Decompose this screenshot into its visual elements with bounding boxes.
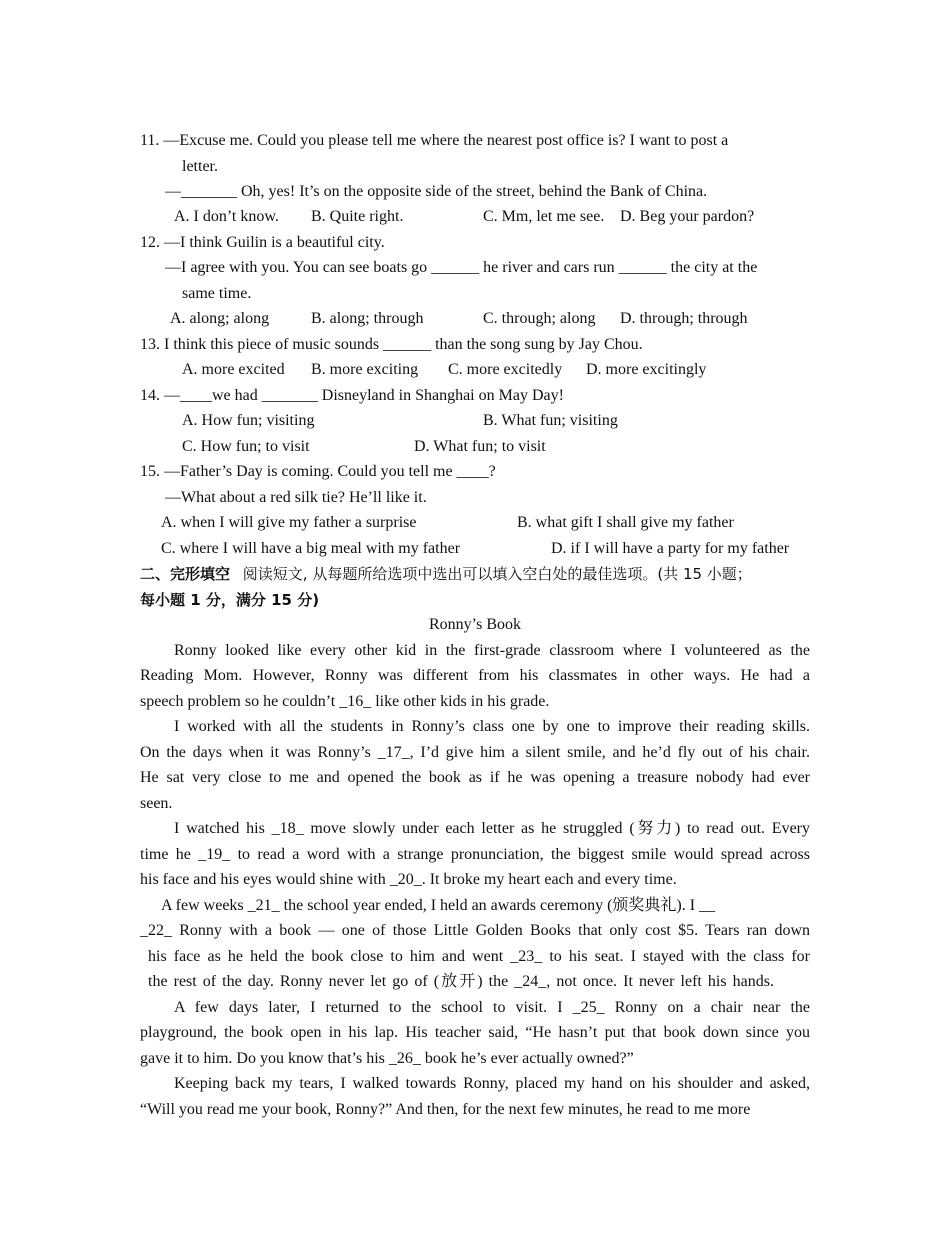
passage-line: his face and his eyes would shine with _20_. It broke my heart each and every time. xyxy=(140,871,677,888)
q15-option-b: B. what gift I shall give my father xyxy=(517,514,734,531)
q15-line1: 15. —Father’s Day is coming. Could you tell me ____? xyxy=(140,463,496,480)
q15-option-d: D. if I will have a party for my father xyxy=(551,540,790,557)
q13-line1: 13. I think this piece of music sounds ______ than the song sung by Jay Chou. xyxy=(140,336,643,353)
passage-line: _22_ Ronny with a book — one of those Little Golden Books that only cost $5. Tears ran down xyxy=(140,922,810,939)
q12-option-c: C. through; along xyxy=(483,310,596,327)
passage-line: the rest of the day. Ronny never let go of (放开) the _24_, not once. It never left his hands. xyxy=(148,973,774,990)
passage-line: Keeping back my tears, I walked towards Ronny, placed my hand on his shoulder and asked, xyxy=(174,1075,810,1092)
q14-option-a: A. How fun; visiting xyxy=(182,412,315,429)
passage-line: Ronny looked like every other kid in the first-grade classroom where I volunteered as the xyxy=(174,642,810,659)
passage-line: On the days when it was Ronny’s _17_, I’d give him a silent smile, and he’d fly out of his chair. xyxy=(140,744,810,761)
q11-option-b: B. Quite right. xyxy=(311,208,404,225)
q13-option-c: C. more excitedly xyxy=(448,361,563,378)
q15-option-a: A. when I will give my father a surprise xyxy=(161,514,417,531)
q12-line3: same time. xyxy=(182,285,252,302)
section2-instruction: 阅读短文, 从每题所给选项中选出可以填入空白处的最佳选项。(共 15 小题； xyxy=(242,565,752,583)
q12-line1: 12. —I think Guilin is a beautiful city. xyxy=(140,234,385,251)
q13-option-b: B. more exciting xyxy=(311,361,419,378)
q12-option-b: B. along; through xyxy=(311,310,424,327)
passage-line: A few weeks _21_ the school year ended, I held an awards ceremony (颁奖典礼). I __ xyxy=(161,897,716,914)
q11-line3: —_______ Oh, yes! It’s on the opposite side of the street, behind the Bank of China. xyxy=(165,183,708,200)
section2-heading-row xyxy=(140,564,752,584)
passage-line: speech problem so he couldn’t _16_ like other kids in his grade. xyxy=(140,693,550,710)
q14-option-b: B. What fun; visiting xyxy=(483,412,618,429)
q13-option-a: A. more excited xyxy=(182,361,285,378)
passage-line: He sat very close to me and opened the book as if he was opening a treasure nobody had ever xyxy=(140,769,810,786)
section2-instruction-line2: 每小题 1 分，满分 15 分) xyxy=(140,591,320,609)
passage-line: “Will you read me your book, Ronny?” And then, for the next few minutes, he read to me more xyxy=(140,1101,751,1118)
q12-option-a: A. along; along xyxy=(170,310,270,327)
q14-option-d: D. What fun; to visit xyxy=(414,438,546,455)
q11-line2: letter. xyxy=(182,158,218,175)
passage-line: Reading Mom. However, Ronny was different from his classmates in other ways. He had a xyxy=(140,667,810,684)
q11-option-d: D. Beg your pardon? xyxy=(620,208,755,225)
q14-option-c: C. How fun; to visit xyxy=(182,438,310,455)
q12-line2: —I agree with you. You can see boats go ______ he river and cars run ______ the city at the xyxy=(165,259,758,276)
passage-line: I worked with all the students in Ronny’s class one by one to improve their reading skills. xyxy=(174,718,810,735)
passage-line: I watched his _18_ move slowly under each letter as he struggled (努力) to read out. Every xyxy=(174,820,810,837)
passage-line: his face as he held the book close to him and went _23_ to his seat. I stayed with the class for xyxy=(148,948,810,965)
passage-line: time he _19_ to read a word with a strange pronunciation, the biggest smile would spread across xyxy=(140,846,810,863)
passage-title: Ronny’s Book xyxy=(428,616,521,633)
q15-line2: —What about a red silk tie? He’ll like it. xyxy=(165,489,427,506)
q13-option-d: D. more excitingly xyxy=(586,361,707,378)
q12-option-d: D. through; through xyxy=(620,310,748,327)
q15-option-c: C. where I will have a big meal with my father xyxy=(161,540,461,557)
passage-line: seen. xyxy=(140,795,173,812)
q11-line1: 11. —Excuse me. Could you please tell me where the nearest post office is? I want to post a xyxy=(140,132,729,149)
passage-line: playground, the book open in his lap. His teacher said, “He hasn’t put that book down since you xyxy=(140,1024,810,1041)
passage-line: gave it to him. Do you know that’s his _26_ book he’s ever actually owned?” xyxy=(140,1050,634,1067)
q11-option-a: A. I don’t know. xyxy=(174,208,279,225)
passage-line: A few days later, I returned to the school to visit. I _25_ Ronny on a chair near the xyxy=(174,999,810,1016)
section2-heading: 二、完形填空 xyxy=(140,565,231,583)
q11-option-c: C. Mm, let me see. xyxy=(483,208,605,225)
q14-line1: 14. —____we had _______ Disneyland in Shanghai on May Day! xyxy=(140,387,564,404)
